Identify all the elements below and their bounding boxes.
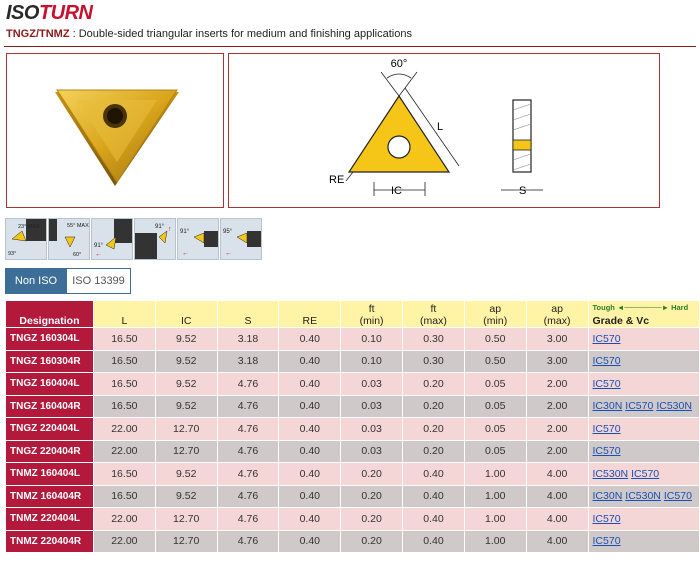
insert-side-view — [513, 100, 531, 172]
col-ft-max-name: ft — [430, 303, 437, 315]
angle-label: 60° — [390, 58, 408, 70]
cell-l: 22.00 — [93, 440, 155, 463]
grade-link[interactable]: IC570 — [592, 512, 621, 525]
thumb-side-91[interactable] — [177, 218, 219, 260]
page-subtitle — [6, 28, 412, 40]
table-row — [6, 530, 700, 553]
cell-s: 3.18 — [217, 350, 279, 373]
cell-l: 22.00 — [93, 530, 155, 553]
cell-ic: 12.70 — [155, 418, 217, 441]
cell-ic: 12.70 — [155, 440, 217, 463]
col-s: S — [217, 301, 279, 328]
cell-l: 22.00 — [93, 418, 155, 441]
standard-tabs — [5, 268, 131, 294]
cell-apmax: 4.00 — [526, 485, 588, 508]
thumb5-angle: 91° — [180, 229, 190, 235]
cell-s: 3.18 — [217, 328, 279, 351]
cell-ic: 9.52 — [155, 373, 217, 396]
col-ap-max — [526, 301, 588, 328]
cell-designation: TNGZ 160304R — [6, 350, 94, 373]
cell-ic: 9.52 — [155, 463, 217, 486]
cell-ic: 12.70 — [155, 530, 217, 553]
table-row — [6, 328, 700, 351]
cell-designation: TNGZ 220404R — [6, 440, 94, 463]
technical-drawing — [229, 54, 659, 207]
cell-ftmax: 0.40 — [403, 485, 465, 508]
cell-s: 4.76 — [217, 440, 279, 463]
cell-ftmax: 0.20 — [403, 373, 465, 396]
product-description: : Double-sided triangular inserts for medium and finishing applications — [69, 28, 412, 40]
cell-l: 16.50 — [93, 463, 155, 486]
cell-l: 16.50 — [93, 485, 155, 508]
cell-designation: TNMZ 220404L — [6, 508, 94, 531]
col-ap-min-name: ap — [489, 303, 502, 315]
cell-designation: TNGZ 160304L — [6, 328, 94, 351]
cell-re: 0.40 — [279, 373, 341, 396]
cell-apmax: 3.00 — [526, 350, 588, 373]
header-divider — [4, 46, 696, 47]
cell-apmin: 0.05 — [464, 373, 526, 396]
cell-ftmin: 0.10 — [341, 328, 403, 351]
table-row — [6, 350, 700, 373]
thumb1-angle-b: 93° — [8, 251, 17, 257]
cell-grades — [588, 485, 699, 508]
cell-s: 4.76 — [217, 418, 279, 441]
cell-apmin: 0.05 — [464, 440, 526, 463]
table-row — [6, 485, 700, 508]
thumb5-arrow-icon: ← — [182, 250, 189, 257]
table-row — [6, 395, 700, 418]
cell-l: 16.50 — [93, 350, 155, 373]
col-ap-min — [464, 301, 526, 328]
cell-designation: TNGZ 160404L — [6, 373, 94, 396]
application-thumbnails — [5, 218, 262, 260]
thumb1-angle-a: 23° MAX — [18, 224, 40, 230]
cell-designation: TNMZ 160404R — [6, 485, 94, 508]
grade-link[interactable]: IC570 — [663, 490, 692, 503]
cell-ic: 9.52 — [155, 485, 217, 508]
grade-link[interactable]: IC30N — [592, 490, 623, 503]
cell-grades — [588, 350, 699, 373]
cell-l: 22.00 — [93, 508, 155, 531]
cell-ic: 9.52 — [155, 350, 217, 373]
cell-designation: TNMZ 220404R — [6, 530, 94, 553]
thumb-profiling-93[interactable] — [5, 218, 47, 260]
cell-grades — [588, 463, 699, 486]
grade-link[interactable]: IC530N — [592, 467, 629, 480]
tab-iso-13399[interactable]: ISO 13399 — [67, 268, 131, 294]
table-row — [6, 440, 700, 463]
table-row — [6, 373, 700, 396]
cell-l: 16.50 — [93, 373, 155, 396]
cell-ftmin: 0.03 — [341, 373, 403, 396]
cell-ftmax: 0.40 — [403, 508, 465, 531]
tough-hard-scale: Tough ◄───────► Hard — [592, 303, 689, 312]
col-ft-min-unit: (min) — [359, 315, 384, 327]
cell-re: 0.40 — [279, 440, 341, 463]
cell-s: 4.76 — [217, 395, 279, 418]
technical-drawing-panel — [228, 53, 660, 208]
cell-ftmax: 0.30 — [403, 328, 465, 351]
table-row — [6, 508, 700, 531]
col-ap-min-unit: (min) — [483, 315, 508, 327]
cell-s: 4.76 — [217, 485, 279, 508]
grade-link[interactable]: IC30N — [592, 400, 623, 413]
table-body — [6, 328, 700, 553]
triangle-insert-shape — [349, 96, 449, 172]
grade-link[interactable]: IC570 — [592, 445, 621, 458]
cell-re: 0.40 — [279, 485, 341, 508]
insert-hole — [388, 136, 410, 158]
cell-s: 4.76 — [217, 463, 279, 486]
product-code: TNGZ/TNMZ — [6, 28, 70, 40]
tough-label: Tough — [592, 303, 615, 312]
brand-logo-turn: TURN — [38, 1, 93, 24]
grade-link[interactable]: IC530N — [625, 490, 661, 503]
col-ft-min-name: ft — [368, 303, 375, 315]
col-re: RE — [279, 301, 341, 328]
cell-apmin: 0.05 — [464, 395, 526, 418]
cell-apmax: 2.00 — [526, 373, 588, 396]
col-ap-max-name: ap — [551, 303, 563, 315]
cell-apmax: 4.00 — [526, 530, 588, 553]
col-l: L — [93, 301, 155, 328]
cell-ftmax: 0.40 — [403, 463, 465, 486]
length-label: L — [437, 121, 444, 133]
cell-apmin: 0.05 — [464, 418, 526, 441]
ic-label: IC — [391, 185, 402, 197]
cell-ftmin: 0.20 — [341, 485, 403, 508]
cell-ftmin: 0.20 — [341, 508, 403, 531]
cell-re: 0.40 — [279, 530, 341, 553]
col-ap-max-unit: (max) — [543, 315, 571, 327]
cell-ftmin: 0.20 — [341, 463, 403, 486]
grade-link[interactable]: IC570 — [592, 332, 621, 345]
cell-apmin: 1.00 — [464, 508, 526, 531]
cell-re: 0.40 — [279, 328, 341, 351]
col-ft-max — [403, 301, 465, 328]
thumb-side-95[interactable] — [220, 218, 262, 260]
cell-re: 0.40 — [279, 508, 341, 531]
thumb3-angle: 91° — [94, 243, 104, 249]
cell-apmin: 0.50 — [464, 328, 526, 351]
cell-designation: TNMZ 160404L — [6, 463, 94, 486]
cell-grades — [588, 508, 699, 531]
cell-re: 0.40 — [279, 395, 341, 418]
cell-ftmax: 0.20 — [403, 418, 465, 441]
cell-grades — [588, 530, 699, 553]
cell-ftmax: 0.20 — [403, 440, 465, 463]
cell-ic: 12.70 — [155, 508, 217, 531]
re-label: RE — [329, 174, 345, 186]
col-ic: IC — [155, 301, 217, 328]
grade-vc-label: Grade & Vc — [592, 315, 650, 327]
cell-ftmax: 0.40 — [403, 530, 465, 553]
cell-s: 4.76 — [217, 373, 279, 396]
thumb-profiling-60[interactable] — [48, 218, 90, 260]
brand-logo-iso: ISO — [6, 1, 39, 24]
cell-apmax: 2.00 — [526, 418, 588, 441]
cell-apmin: 1.00 — [464, 530, 526, 553]
cell-re: 0.40 — [279, 350, 341, 373]
cell-re: 0.40 — [279, 418, 341, 441]
hard-label: Hard — [671, 303, 689, 312]
thumb2-angle-a: 55° MAX — [67, 223, 89, 229]
thumb6-angle: 95° — [223, 229, 233, 235]
cell-apmin: 0.50 — [464, 350, 526, 373]
cell-ftmax: 0.30 — [403, 350, 465, 373]
cell-ftmin: 0.10 — [341, 350, 403, 373]
grade-link[interactable]: IC530N — [656, 400, 692, 413]
inserts-table — [5, 300, 700, 553]
cell-designation: TNGZ 160404R — [6, 395, 94, 418]
cell-re: 0.40 — [279, 463, 341, 486]
table-header-row — [6, 301, 700, 328]
cell-ftmin: 0.03 — [341, 440, 403, 463]
table-row — [6, 463, 700, 486]
thumb6-arrow-icon: ← — [225, 250, 232, 257]
insert-photo — [7, 54, 223, 207]
cell-grades — [588, 328, 699, 351]
insert-photo-panel — [6, 53, 224, 208]
cell-grades — [588, 418, 699, 441]
cell-apmax: 3.00 — [526, 328, 588, 351]
cell-grades — [588, 440, 699, 463]
grade-link[interactable]: IC570 — [631, 467, 660, 480]
cell-grades — [588, 373, 699, 396]
cell-apmax: 4.00 — [526, 508, 588, 531]
cell-s: 4.76 — [217, 530, 279, 553]
cell-ftmax: 0.20 — [403, 395, 465, 418]
col-ft-max-unit: (max) — [420, 315, 447, 327]
grade-link[interactable]: IC570 — [592, 535, 621, 548]
cell-ic: 9.52 — [155, 395, 217, 418]
grade-link[interactable]: IC570 — [625, 400, 654, 413]
cell-ftmin: 0.03 — [341, 418, 403, 441]
thumb-facing-91[interactable] — [134, 218, 176, 260]
grade-link[interactable]: IC570 — [592, 355, 621, 368]
tab-non-iso[interactable]: Non ISO — [5, 268, 67, 294]
cell-l: 16.50 — [93, 328, 155, 351]
col-designation: Designation — [6, 301, 94, 328]
grade-link[interactable]: IC570 — [592, 377, 621, 390]
cell-apmax: 2.00 — [526, 440, 588, 463]
cell-apmax: 2.00 — [526, 395, 588, 418]
cell-apmax: 4.00 — [526, 463, 588, 486]
cell-designation: TNGZ 220404L — [6, 418, 94, 441]
col-ft-min — [341, 301, 403, 328]
col-grade — [588, 301, 699, 328]
brand-logo — [6, 2, 93, 24]
cell-ftmin: 0.03 — [341, 395, 403, 418]
thumb4-arrow-icon: ↑ — [168, 226, 172, 233]
cell-l: 16.50 — [93, 395, 155, 418]
thumb-turning-91[interactable] — [91, 218, 133, 260]
cell-ftmin: 0.20 — [341, 530, 403, 553]
thickness-label: S — [519, 185, 527, 197]
thumb4-angle: 91° — [155, 224, 165, 230]
table-row — [6, 418, 700, 441]
cell-s: 4.76 — [217, 508, 279, 531]
thumb2-angle-b: 60° — [73, 252, 82, 258]
cell-apmin: 1.00 — [464, 463, 526, 486]
cell-ic: 9.52 — [155, 328, 217, 351]
thumb3-arrow-icon: ← — [95, 251, 102, 258]
cell-apmin: 1.00 — [464, 485, 526, 508]
cell-grades — [588, 395, 699, 418]
grade-link[interactable]: IC570 — [592, 422, 621, 435]
